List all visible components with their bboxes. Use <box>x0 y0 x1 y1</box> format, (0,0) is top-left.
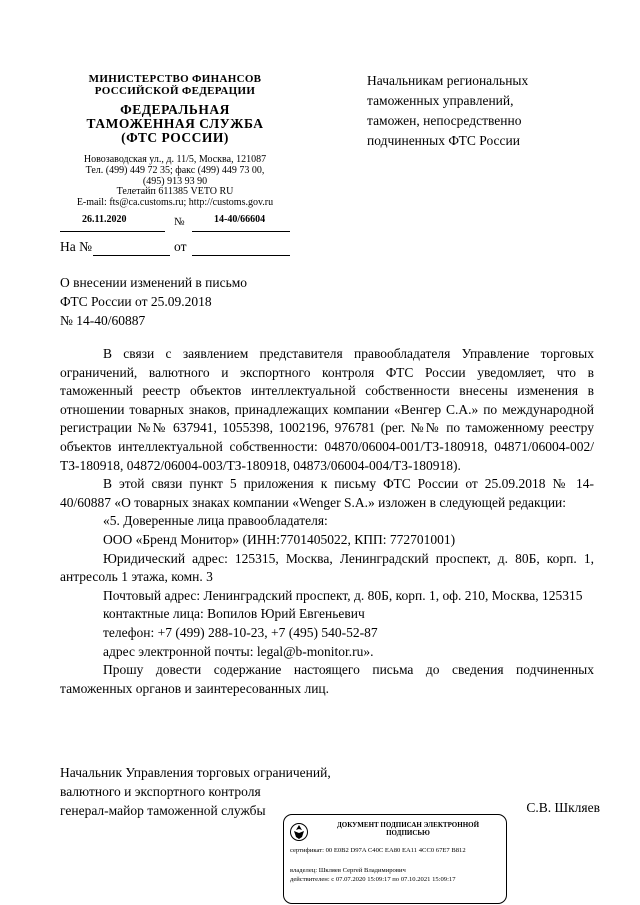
date-underline <box>60 231 165 232</box>
address-line-4: Телетайп 611385 VETO RU <box>116 186 234 198</box>
position-line-2: валютного и экспортного контроля <box>60 784 261 799</box>
body-paragraph-5: Юридический адрес: 125315, Москва, Ленинградский проспект, д. 80Б, корп. 1, антресоль 1 этажа, комн. 3 <box>60 550 594 585</box>
reference-date-underline <box>192 255 290 256</box>
ministry-name <box>60 73 290 97</box>
reference-number-underline <box>93 255 170 256</box>
body-paragraph-3: «5. Доверенные лица правообладателя: <box>103 513 328 529</box>
letter-body <box>60 345 594 698</box>
stamp-title-line-2: ПОДПИСЬЮ <box>386 829 430 837</box>
address-line-5: E-mail: fts@ca.customs.ru; http://customs.gov.ru <box>76 197 274 209</box>
emblem-icon <box>289 822 309 842</box>
body-paragraph-4: ООО «Бренд Монитор» (ИНН:7701405022, КПП: 772701001) <box>103 531 456 547</box>
service-line-3: (ФТС РОССИИ) <box>121 130 229 145</box>
letter-subject <box>60 273 340 330</box>
ministry-line-1: МИНИСТЕРСТВО ФИНАНСОВ <box>88 73 262 85</box>
address-line-1: Новозаводская ул., д. 11/5, Москва, 121087 <box>83 154 267 165</box>
addressee-block <box>367 71 607 151</box>
stamp-owner: владелец: Шкляев Сергей Владимирович <box>290 867 406 874</box>
position-line-3: генерал-майор таможенной службы <box>60 803 266 818</box>
address-line-2: Тел. (499) 449 72 35; факс (499) 449 73 00, <box>85 164 265 176</box>
reference-number-label: На № <box>60 239 92 254</box>
body-paragraph-1: В связи с заявлением представителя правообладателя Управление торговых ограничений, валютного и экспортного контроля ФТС России уведомляет, что в таможенный реестр объектов интеллектуальной собственности внесены изменения в отношении товарных знаков, принадлежащих компании «Венгер С.А.» по международной регистрации №№ 637941, 1055398, 1002196, 976781 (рег. №№ по таможенному реестру объектов интеллектуальной собственности: 04870/06004-001/ТЗ-180918, 04871/06004-002/ТЗ-180918, 04872/06004-003/ТЗ-180918, 04873/06004-004/ТЗ-180918). <box>60 346 594 473</box>
addressee-line-4: подчиненных ФТС России <box>367 133 520 148</box>
signatory-name: С.В. Шкляев <box>526 800 600 815</box>
signature-position <box>60 763 600 820</box>
addressee-line-1: Начальникам региональных <box>367 73 529 88</box>
body-paragraph-8: телефон: +7 (499) 288-10-23, +7 (495) 540-52-87 <box>103 624 378 640</box>
service-line-2: ТАМОЖЕННАЯ СЛУЖБА <box>86 116 264 131</box>
body-paragraph-6: Почтовый адрес: Ленинградский проспект, д. 80Б, корп. 1, оф. 210, Москва, 125315 <box>103 587 583 603</box>
stamp-validity: действителен: с 07.07.2020 15:09:17 по 07.10.2021 15:09:17 <box>290 876 456 883</box>
service-address <box>60 155 290 209</box>
reference-date-label: от <box>174 239 187 254</box>
position-line-1: Начальник Управления торговых ограничений, <box>60 765 331 780</box>
ministry-line-2: РОССИЙСКОЙ ФЕДЕРАЦИИ <box>94 85 256 97</box>
body-paragraph-7: контактные лица: Вопилов Юрий Евгеньевич <box>103 606 365 622</box>
body-paragraph-10: Прошу довести содержание настоящего письма до сведения подчиненных таможенных органов и заинтересованных лиц. <box>60 662 594 696</box>
body-paragraph-9: адрес электронной почты: legal@b-monitor.ru». <box>103 643 374 659</box>
subject-line-2: ФТС России от 25.09.2018 <box>60 294 212 309</box>
subject-line-3: № 14-40/60887 <box>60 313 146 328</box>
service-name <box>60 103 290 145</box>
stamp-title <box>314 821 502 837</box>
stamp-title-line-1: ДОКУМЕНТ ПОДПИСАН ЭЛЕКТРОННОЙ <box>336 821 480 829</box>
addressee-line-2: таможенных управлений, <box>367 93 514 108</box>
subject-line-1: О внесении изменений в письмо <box>60 275 248 290</box>
letter-number: 14-40/66604 <box>214 214 266 225</box>
number-sign: № <box>174 216 185 228</box>
addressee-line-3: таможен, непосредственно <box>367 113 522 128</box>
stamp-certificate: сертификат: 00 E0B2 D97A C40C EA80 EA11 4CC0 67E7 B812 <box>290 847 466 854</box>
address-line-3: (495) 913 93 90 <box>142 175 208 187</box>
letter-date: 26.11.2020 <box>82 214 127 225</box>
number-underline <box>192 231 290 232</box>
electronic-signature-stamp <box>283 814 507 904</box>
service-line-1: ФЕДЕРАЛЬНАЯ <box>120 102 230 117</box>
body-paragraph-2: В этой связи пункт 5 приложения к письму ФТС России от 25.09.2018 № 14-40/60887 «О товарных знаках компании «Wenger S.A.» изложен в следующей редакции: <box>60 476 594 510</box>
